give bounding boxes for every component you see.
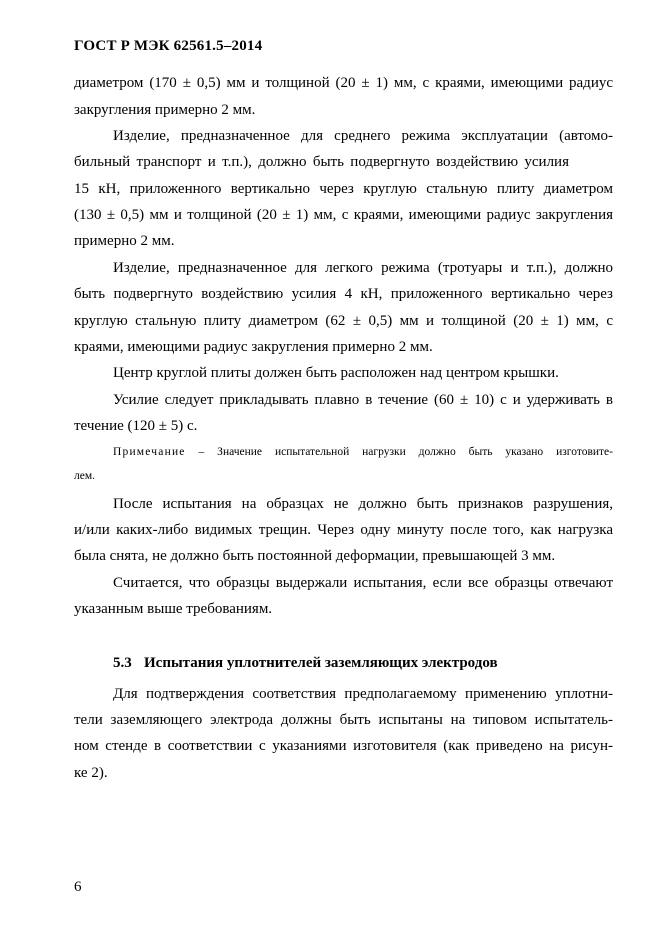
note-continuation: лем. bbox=[74, 470, 95, 482]
text-line: Изделие, предназначенное для легкого режима (тротуары и т.п.), должно bbox=[113, 260, 613, 276]
text-line: Центр круглой плиты должен быть расположен над центром крышки. bbox=[113, 365, 559, 381]
text-line: примерно 2 мм. bbox=[74, 233, 175, 249]
text-line: Считается, что образцы выдержали испытания, если все образцы отвечают bbox=[113, 575, 613, 591]
text-line: бильный транспорт и т.п.), должно быть подвергнуто воздействию усилия bbox=[74, 154, 569, 170]
text-line: (130 ± 0,5) мм и толщиной (20 ± 1) мм, с краями, имеющими радиус закругления bbox=[74, 207, 613, 223]
page-number: 6 bbox=[74, 879, 82, 895]
section-title: Испытания уплотнителей заземляющих электродов bbox=[144, 655, 498, 671]
text-line: указанным выше требованиям. bbox=[74, 601, 273, 617]
note-label: Примечание bbox=[113, 446, 186, 458]
text-line: тели заземляющего электрода должны быть испытаны на типовом испытатель- bbox=[74, 712, 613, 728]
text-line: была снята, не должно быть постоянной деформации, превышающей 3 мм. bbox=[74, 548, 556, 564]
section-number: 5.3 bbox=[113, 655, 132, 671]
section-heading bbox=[113, 655, 498, 672]
text-line: диаметром (170 ± 0,5) мм и толщиной (20 ± 1) мм, с краями, имеющими радиус bbox=[74, 75, 613, 91]
document-header: ГОСТ Р МЭК 62561.5–2014 bbox=[74, 38, 263, 54]
text-line: быть подвергнуто воздействию усилия 4 кН, приложенного вертикально через bbox=[74, 286, 613, 302]
note-text: – Значение испытательной нагрузки должно быть указано изготовите- bbox=[185, 446, 613, 458]
text-line: ке 2). bbox=[74, 765, 108, 781]
text-line: круглую стальную плиту диаметром (62 ± 0,5) мм и толщиной (20 ± 1) мм, с bbox=[74, 313, 613, 329]
text-line: закругления примерно 2 мм. bbox=[74, 102, 256, 118]
text-line: течение (120 ± 5) с. bbox=[74, 418, 198, 434]
text-line: ном стенде в соответствии с указаниями изготовителя (как приведено на рисун- bbox=[74, 738, 613, 754]
text-line: и/или каких-либо видимых трещин. Через одну минуту после того, как нагрузка bbox=[74, 522, 613, 538]
text-line: После испытания на образцах не должно быть признаков разрушения, bbox=[113, 496, 613, 512]
text-line: 15 кН, приложенного вертикально через круглую стальную плиту диаметром bbox=[74, 181, 613, 197]
note-line bbox=[113, 445, 613, 459]
text-line: краями, имеющими радиус закругления примерно 2 мм. bbox=[74, 339, 433, 355]
text-line: Для подтверждения соответствия предполагаемому применению уплотни- bbox=[113, 686, 613, 702]
text-line: Усилие следует прикладывать плавно в течение (60 ± 10) с и удерживать в bbox=[113, 392, 613, 408]
text-line: Изделие, предназначенное для среднего режима эксплуатации (автомо- bbox=[113, 128, 613, 144]
